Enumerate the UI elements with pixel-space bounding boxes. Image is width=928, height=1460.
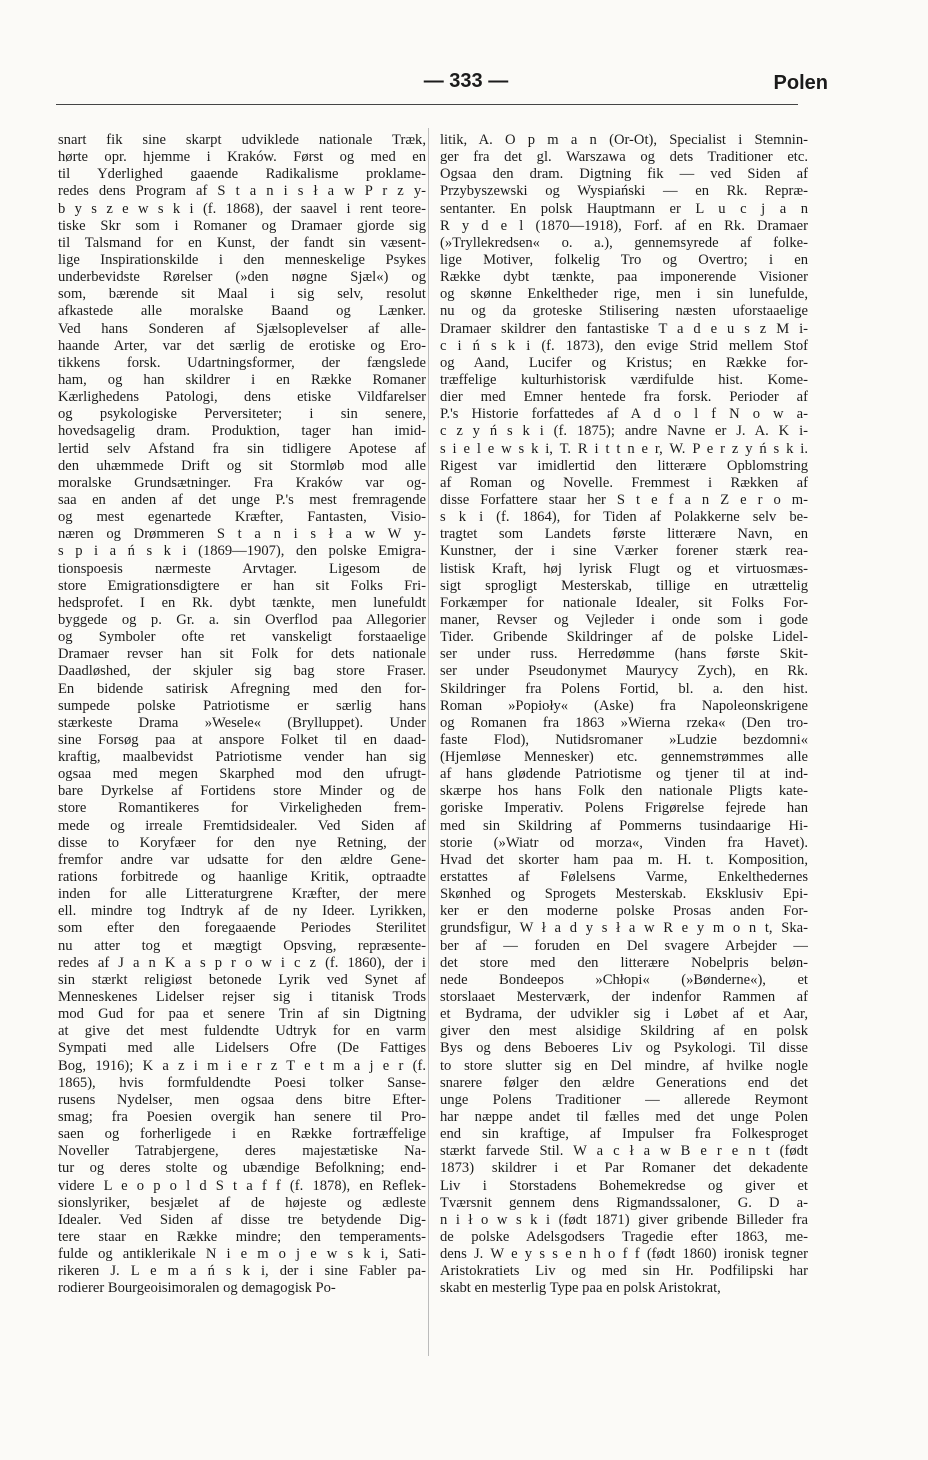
text-line: ser under Pseudonymet Maurycy Zych), en Rk. xyxy=(440,663,808,680)
text-line: smag; fra Poesien overgik han senere til Pro- xyxy=(58,1109,426,1126)
text-line: snart fik sine skarpt udviklede nationale Træk, xyxy=(58,132,426,148)
text-line: faste Flod), Nutidsromaner »Ludzie bezdomni« xyxy=(440,731,808,748)
text-line: haande Arter, var det særlig de erotiske og Ero- xyxy=(58,337,426,354)
text-line: som, bærende sit Maal i sig selv, resolut xyxy=(58,286,426,303)
text-line: dens J. W e y s s e n h o f f (født 1860) ironisk tegner xyxy=(440,1246,808,1263)
text-line: sionslyriker, besjælet af de højeste og ædleste xyxy=(58,1194,426,1211)
text-line: Række dybt tænkte, paa imponerende Visioner xyxy=(440,269,808,286)
text-line: hedsprofet. I en Rk. dybt tænkte, men lunefuldt xyxy=(58,594,426,611)
text-line: giver den mest alsidige Skildring af en polsk xyxy=(440,1023,808,1040)
text-line: at give det mest fuldendte Udtryk for en varm xyxy=(58,1023,426,1040)
text-line: c i ń s k i (f. 1873), den evige Strid mellem Stof xyxy=(440,337,808,354)
text-line: storslaaet Mesterværk, der indenfor Rammen af xyxy=(440,989,808,1006)
text-line: hovedsagelig dram. Produktion, tager han imid- xyxy=(58,423,426,440)
text-line: mede og irreale Fremtidsidealer. Ved Siden af xyxy=(58,817,426,834)
text-line: Rigest var imidlertid den litterære Opblomstring xyxy=(440,457,808,474)
text-line: store Romantikeres for Virkeligheden frem- xyxy=(58,800,426,817)
text-line: Menneskenes Lidelser rejser sig i titanisk Trods xyxy=(58,989,426,1006)
text-line: redes af J a n K a s p r o w i c z (f. 1860), der i xyxy=(58,954,426,971)
text-line: c z y ń s k i (f. 1875); andre Navne er J. A. K i- xyxy=(440,423,808,440)
text-line: skabt en mesterlig Type paa en polsk Aristokrat, xyxy=(440,1280,721,1297)
text-line: lige Inspirationskilde i den menneskelige Psykes xyxy=(58,251,426,268)
text-line: rikeren J. L e m a ń s k i, der i sine Fabler pa- xyxy=(58,1263,426,1280)
text-line: skærpe hos hans Folk den nationale Pligts kate- xyxy=(440,783,808,800)
text-line: b y s z e w s k i (f. 1868), der saavel i rent teore- xyxy=(58,200,426,217)
text-line: underbevidste Rørelser (»den nøgne Sjæl«) og xyxy=(58,269,426,286)
text-line: det store med den litterære Nobelpris beløn- xyxy=(440,954,808,971)
text-line: Skønhed og Sprogets Mesterskab. Eksklusiv Epi- xyxy=(440,886,808,903)
text-line: Liv i Storstadens Bohemekredse og giver et xyxy=(440,1177,808,1194)
text-line: end sin kraftige, af Impulser fra Folkesproget xyxy=(440,1126,808,1143)
text-line: sumpede polske Patriotisme er særlig hans xyxy=(58,697,426,714)
text-line: erstattes af Følelsens Varme, Enkelthedernes xyxy=(440,869,808,886)
text-line: Roman »Popioły« (Aske) fra Napoleonskrigene xyxy=(440,697,808,714)
text-line: bare Dyrkelse af Fortidens store Minder og de xyxy=(58,783,426,800)
column-divider xyxy=(428,128,429,1356)
text-line: Daadløshed, der skjuler sig bag store Fraser. xyxy=(58,663,426,680)
text-line: byggede og p. Gr. a. sin Overflod paa Allegorier xyxy=(58,611,426,628)
text-line: nu og da groteske Stilisering næsten uforstaaelige xyxy=(440,303,808,320)
text-line: rusens Nydelser, men ogsaa dens bitre Efter- xyxy=(58,1091,426,1108)
text-line: kraftig, maalbevidst Patriotisme vender han sig xyxy=(58,749,426,766)
text-line: tikkens forsk. Udartningsformer, der fængslede xyxy=(58,354,426,371)
text-line: ham, og han skildrer i en Række Romaner xyxy=(58,371,426,388)
text-line: fremfor andre var udsatte for den ældre Gene- xyxy=(58,851,426,868)
text-line: moralske Grundsætninger. Fra Kraków var og- xyxy=(58,474,426,491)
text-line: har næppe andet til fælles med det unge Polen xyxy=(440,1109,808,1126)
text-line: Ogsaa den dram. Digtning fik — ved Siden af xyxy=(440,166,808,183)
text-line: Tider. Gribende Skildringer af de polske Lidel- xyxy=(440,629,808,646)
text-line: stærkeste Drama »Wesele« (Brylluppet). Under xyxy=(58,714,426,731)
text-line: 1873) skildrer i et Par Romaner det dekadente xyxy=(440,1160,808,1177)
text-line: litik, A. O p m a n (Or-Ot), Specialist i Stemnin- xyxy=(440,132,808,148)
text-line: Kunstner, der i sine Værker forener stærk rea- xyxy=(440,543,808,560)
text-line: tur og deres stolte og ubændige Befolkning; end- xyxy=(58,1160,426,1177)
text-line: listisk Kraft, høj lyrisk Flugt og et virtuosmæs- xyxy=(440,560,808,577)
text-line: inden for alle Litteraturgrene Kræfter, der mere xyxy=(58,886,426,903)
text-line: En bidende satirisk Afregning med den for- xyxy=(58,680,426,697)
text-line: af hans glødende Patriotisme og tjener til at ind- xyxy=(440,766,808,783)
text-line: træffelige kulturhistorisk værdifulde hist. Kome- xyxy=(440,371,808,388)
text-line: næren og Drømmeren S t a n i s ł a w W y- xyxy=(58,526,426,543)
text-line: disse to Koryfæer for den nye Retning, der xyxy=(58,834,426,851)
text-line: store Emigrationsdigtere er han sit Folks Fri- xyxy=(58,577,426,594)
text-line: og skønne Enkeltheder rige, men i sin lunefulde, xyxy=(440,286,808,303)
text-line: nu atter tog et mægtigt Opsving, repræsente- xyxy=(58,937,426,954)
text-line: Dramaer revser han sit Folk for dets nationale xyxy=(58,646,426,663)
text-line: disse Forfattere staar her S t e f a n Z e r o m- xyxy=(440,491,808,508)
page-number: — 333 — xyxy=(423,70,509,92)
text-line: saa en anden af det unge P.'s mest fremragende xyxy=(58,491,426,508)
text-line: Idealer. Ved Siden af disse tre betydende Dig- xyxy=(58,1211,426,1228)
text-line: s k i (f. 1864), for Tiden af Polakkerne selv be- xyxy=(440,509,808,526)
text-line: et Bydrama, der udvikler sig i Løbet af et Aar, xyxy=(440,1006,808,1023)
running-head: Polen xyxy=(773,72,828,94)
text-line: dier med Emner hentede fra forsk. Perioder af xyxy=(440,389,808,406)
text-line: unge Polens Traditioner — allerede Reymont xyxy=(440,1091,808,1108)
text-line: lertid selv Afstand fra sin tidligere Apotese af xyxy=(58,440,426,457)
text-line: og Aand, Lucifer og Kristus; en Række for- xyxy=(440,354,808,371)
text-line: storie (»Wiatr od morza«, Vinden fra Havet). xyxy=(440,834,808,851)
text-line: to store slutter sig en Del mindre, af hvilke nogle xyxy=(440,1057,808,1074)
text-line: den uhæmmede Drift og sit Stormløb mod alle xyxy=(58,457,426,474)
text-line: ell. mindre tog Indtryk af de ny Ideer. Lyrikken, xyxy=(58,903,426,920)
text-line: sentanter. En polsk Hauptmann er L u c j a n xyxy=(440,200,808,217)
text-line: Aristokratiets Liv og med sin Hr. Podfilipski har xyxy=(440,1263,808,1280)
text-line: redes dens Program af S t a n i s ł a w P r z y- xyxy=(58,183,426,200)
right-column xyxy=(440,132,808,1298)
text-line: s p i a ń s k i (1869—1907), den polske Emigra- xyxy=(58,543,426,560)
text-line: saen og forherligede i en Række fortræffelige xyxy=(58,1126,426,1143)
text-line: afkastede alle moralske Baand og Lænker. xyxy=(58,303,426,320)
text-line: og Symboler ofte ret vanskeligt forstaaelige xyxy=(58,629,426,646)
text-line: hørte opr. hjemme i Kraków. Først og med en xyxy=(58,149,426,166)
header-rule xyxy=(56,104,798,105)
text-line: P.'s Historie forfattedes af A d o l f N o w a- xyxy=(440,406,808,423)
text-line: goriske Imperativ. Polens Frigørelse fejrede han xyxy=(440,800,808,817)
text-line: nede Bondeepos »Chłopi« (»Bønderne«), et xyxy=(440,971,808,988)
text-line: R y d e l (1870—1918), Forf. af en Rk. Dramaer xyxy=(440,217,808,234)
text-line: s i e l e w s k i, T. R i t t n e r, W. P e r z y ń s k i. xyxy=(440,440,808,457)
page-header xyxy=(56,70,828,100)
text-line: tiske Skr som i Romaner og Dramaer gjorde sig xyxy=(58,217,426,234)
text-line: videre L e o p o l d S t a f f (f. 1878), en Reflek- xyxy=(58,1177,426,1194)
text-line: og mest egenartede Kræfter, Fantasten, Visio- xyxy=(58,509,426,526)
text-line: Kærlighedens Patologi, dens etiske Vildfarelser xyxy=(58,389,426,406)
text-line: (»Tryllekredsen« o. a.), gennemsyrede af folke- xyxy=(440,234,808,251)
text-line: Forkæmper for nationale Idealer, sit Folks For- xyxy=(440,594,808,611)
text-line: sigt sprogligt Mesterskab, tillige en utrættelig xyxy=(440,577,808,594)
text-line: maner, Revser og Vejleder i onde som i gode xyxy=(440,611,808,628)
text-line: 1865), hvis formfuldendte Poesi tolker Sanse- xyxy=(58,1074,426,1091)
text-line: ker er den moderne polske Prosas anden For- xyxy=(440,903,808,920)
text-line: stærkt farvede Stil. W a c ł a w B e r e n t (født xyxy=(440,1143,808,1160)
text-line: Skildringer fra Polens Fortid, bl. a. den hist. xyxy=(440,680,808,697)
text-line: Noveller Tatrabjergene, deres majestætiske Na- xyxy=(58,1143,426,1160)
text-line: de polske Adelsgodsers Tragedie efter 1863, me- xyxy=(440,1229,808,1245)
text-line: rodierer Bourgeoisimoralen og demagogisk Po- xyxy=(58,1280,336,1297)
left-column xyxy=(58,132,426,1298)
text-line: og psykologiske Perversiteter; i sin senere, xyxy=(58,406,426,423)
text-line: Hvad det skorter ham paa m. H. t. Komposition, xyxy=(440,851,808,868)
text-line: sin stærkt religiøst betonede Lyrik ved Synet af xyxy=(58,971,426,988)
text-line: ser under russ. Herredømme (hans første Skit- xyxy=(440,646,808,663)
text-line: (Hjemløse Mennesker) etc. gennemstrømmes alle xyxy=(440,749,808,766)
text-line: Bog, 1916); K a z i m i e r z T e t m a j e r (f. xyxy=(58,1057,426,1074)
text-line: til Yderlighed gaaende Radikalisme proklame- xyxy=(58,166,426,183)
text-line: Tværsnit gennem dens Rigmandssaloner, G. D a- xyxy=(440,1194,808,1211)
text-line: til Talsmand for en Kunst, der fandt sin væsent- xyxy=(58,234,426,251)
text-line: Przybyszewski og Wyspiański — en Rk. Repræ- xyxy=(440,183,808,200)
text-line: n i ł o w s k i (født 1871) giver gribende Billeder fra xyxy=(440,1211,808,1228)
text-line: rations forbitrede og haanlige Kritik, optraadte xyxy=(58,869,426,886)
text-line: Sympati med alle Lidelsers Ofre (De Fattiges xyxy=(58,1040,426,1057)
text-line: fulde og antiklerikale N i e m o j e w s k i, Sati- xyxy=(58,1246,426,1263)
text-line: Dramaer skildrer den fantastiske T a d e u s z M i- xyxy=(440,320,808,337)
text-line: snarere følger den ældre Generations end det xyxy=(440,1074,808,1091)
text-line: tionspoesis nærmeste Arvtager. Ligesom de xyxy=(58,560,426,577)
text-line: tragtet som Landets første litterære Navn, en xyxy=(440,526,808,543)
text-line: ber af — foruden en Del svagere Arbejder — xyxy=(440,937,808,954)
text-line: ogsaa med megen Skarphed mod den ufrugt- xyxy=(58,766,426,783)
text-line: ger fra det gl. Warszawa og dets Traditioner etc. xyxy=(440,149,808,166)
text-line: af Roman og Novelle. Fremmest i Rækken af xyxy=(440,474,808,491)
text-line: som efter den foregaaende Periodes Sterilitet xyxy=(58,920,426,937)
text-line: Bys og dens Beboeres Liv og Psykologi. Til disse xyxy=(440,1040,808,1057)
text-line: grundsfigur, W ł a d y s ł a w R e y m o n t, Ska- xyxy=(440,920,808,937)
text-line: mod Gud for paa et senere Trin af sin Digtning xyxy=(58,1006,426,1023)
text-line: tere staar en Række mindre; den temperaments- xyxy=(58,1229,426,1245)
text-line: lige Motiver, folkelig Tro og Overtro; i en xyxy=(440,251,808,268)
text-line: og Romanen fra 1863 »Wierna rzeka« (Den tro- xyxy=(440,714,808,731)
text-line: Ved hans Sonderen af Sjælsoplevelser af alle- xyxy=(58,320,426,337)
text-line: med sin Skildring af Pommerns tusindaarige Hi- xyxy=(440,817,808,834)
text-line: sine Forsøg paa at anspore Folket til en daad- xyxy=(58,731,426,748)
